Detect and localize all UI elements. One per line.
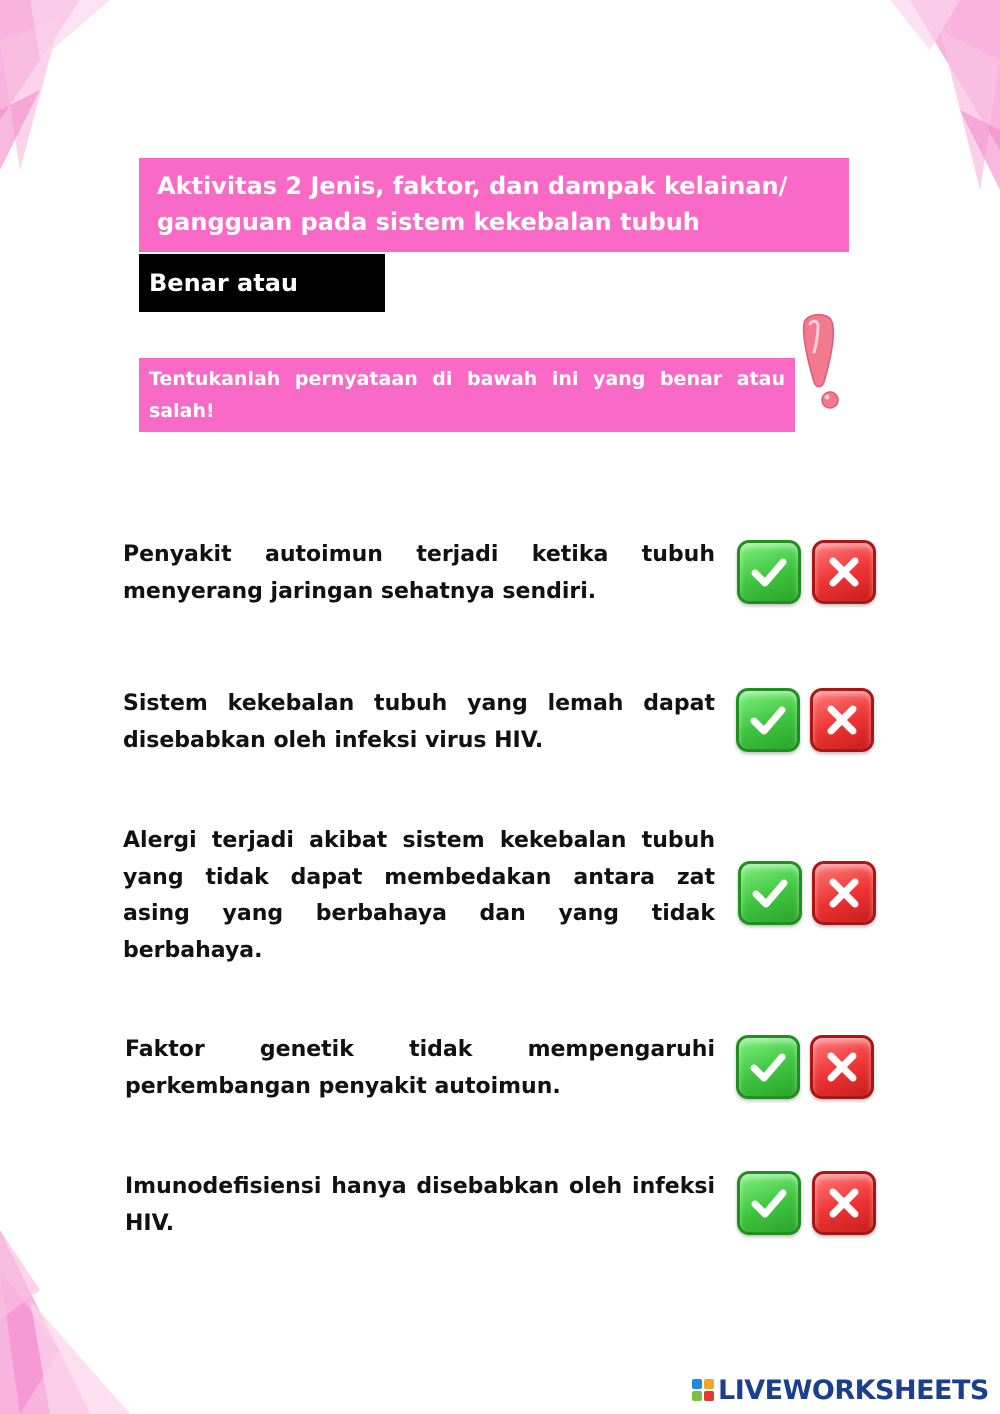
false-button-5[interactable] — [812, 1171, 876, 1235]
statement-5: Imunodefisiensi hanya disebabkan oleh infeksi HIV. — [125, 1174, 715, 1236]
check-icon — [746, 698, 790, 742]
true-button-2[interactable] — [736, 688, 800, 752]
true-button-4[interactable] — [736, 1035, 800, 1099]
check-icon — [747, 550, 791, 594]
activity-title-line-2: gangguan pada sistem kekebalan tubuh — [157, 208, 700, 236]
liveworksheets-logo — [692, 1372, 989, 1408]
false-button-2[interactable] — [810, 688, 874, 752]
cross-icon — [822, 1181, 866, 1225]
statement-4: Faktor genetik tidak mempengaruhi perkembangan penyakit autoimun. — [125, 1037, 715, 1099]
corner-decoration-top-left — [0, 0, 120, 180]
false-button-3[interactable] — [812, 861, 876, 925]
false-button-4[interactable] — [810, 1035, 874, 1099]
corner-decoration-top-right — [870, 0, 1000, 190]
statement-2: Sistem kekebalan tubuh yang lemah dapat disebabkan oleh infeksi virus HIV. — [123, 691, 715, 753]
statement-3: Alergi terjadi akibat sistem kekebalan tubuh yang tidak dapat membedakan antara zat asing yang berbahaya dan yang tidak berbahaya. — [123, 828, 715, 963]
exclamation-icon — [790, 312, 850, 412]
cross-icon — [820, 698, 864, 742]
true-button-5[interactable] — [737, 1171, 801, 1235]
section-subtitle: Benar atau Salah — [139, 254, 385, 312]
statement-1: Penyakit autoimun terjadi ketika tubuh menyerang jaringan sehatnya sendiri. — [123, 542, 715, 604]
logo-text: LIVEWORKSHEETS — [718, 1374, 989, 1406]
corner-decoration-bottom-left — [0, 1230, 140, 1414]
check-icon — [748, 871, 792, 915]
cross-icon — [822, 871, 866, 915]
check-icon — [746, 1045, 790, 1089]
true-button-3[interactable] — [738, 861, 802, 925]
instruction-text: Tentukanlah pernyataan di bawah ini yang benar atau salah! — [139, 358, 795, 432]
logo-mark-icon — [692, 1379, 714, 1401]
check-icon — [747, 1181, 791, 1225]
cross-icon — [822, 550, 866, 594]
true-button-1[interactable] — [737, 540, 801, 604]
activity-title-line-1: Aktivitas 2 Jenis, faktor, dan dampak kelainan/ — [157, 172, 788, 200]
false-button-1[interactable] — [812, 540, 876, 604]
activity-title — [139, 158, 849, 252]
cross-icon — [820, 1045, 864, 1089]
